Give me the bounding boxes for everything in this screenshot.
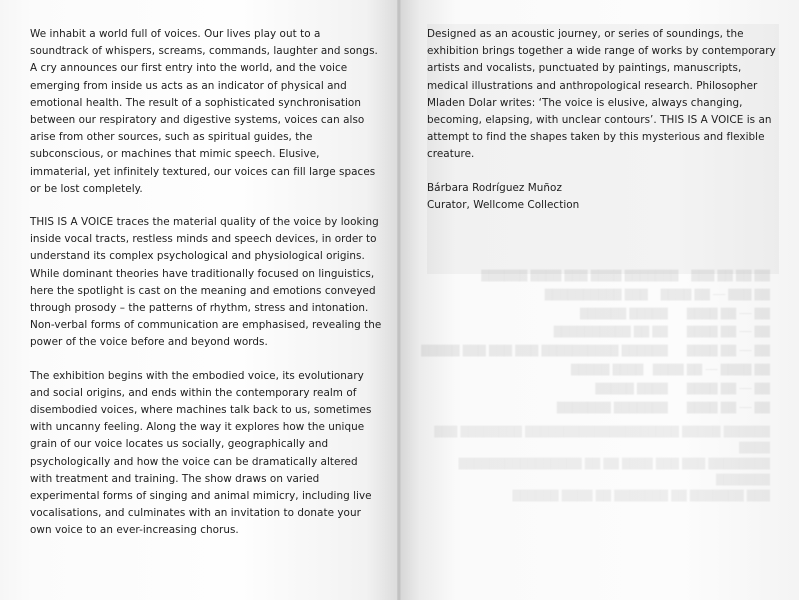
exhibition-theme-paragraph: THIS IS A VOICE traces the material quality of the voice by looking inside vocal tracts, restless minds and speech devices, in order to understand its complex psychological and physiological origins. While dominant theories have traditionally focused on linguistics, here the spotlight is cast on the meaning and emotions conveyed through prosody – the patterns of rhythm, stress and intonation. Non-verbal forms of communication are emphasised, revealing the power of the voice before and beyond words. bbox=[30, 216, 382, 349]
exhibition-journey-paragraph: The exhibition begins with the embodied voice, its evolutionary and social origins, and ends within the contemporary realm of disembodied voices, where machines talk back to us, sometimes with uncanny feeling. Along the way it explores how the unique grain of our voice locates us socially, geographically and psychologically and how the voice can be dramatically altered with treatment and training. The show draws on varied experimental forms of singing and animal mimicry, including live vocalisations, and culminates with an invitation to donate your own voice to an ever-increasing chorus. bbox=[30, 369, 372, 537]
curator-title: Curator, Wellcome Collection bbox=[427, 198, 580, 211]
page-gutter bbox=[397, 0, 401, 600]
acoustic-journey-paragraph: Designed as an acoustic journey, or series of soundings, the exhibition brings together a wide range of works by contemporary artists and vocalists, punctuated by paintings, manuscripts, medical illustrations and anthropological research. Philosopher Mladen Dolar writes: ‘The voice is elusive, always changing, becoming, elapsing, with unclear contours’. THIS IS A VOICE is an attempt to find the shapes taken by this mysterious and flexible creature. bbox=[427, 28, 776, 161]
intro-paragraph: We inhabit a world full of voices. Our lives play out to a soundtrack of whispers, screams, commands, laughter and songs. A cry announces our first entry into the world, and the voice emerging from inside us acts as an indicator of physical and emotional health. The result of a sophisticated synchronisation between our respiratory and digestive systems, voices can also arise from other sources, such as spiritual guides, the subconscious, or machines that mimic speech. Elusive, immaterial, yet infinitely textured, our voices can fill large spaces or be lost completely. bbox=[30, 28, 378, 195]
left-page-text bbox=[30, 26, 382, 556]
curator-name: Bárbara Rodríguez Muñoz bbox=[427, 181, 562, 194]
show-through-footer: ██████ █████ ████████████████████ ████████ ███ ████ ████████ ███ ███ ████ ██ ██ ████████████████ ███████ ███ ███████ ██ ███████ ██ ████ ██████ bbox=[434, 427, 770, 502]
show-through-schedule: ██ ██ ██ ███ ███████ ████ ███ ████ ██████ ██ ███ ── ██ ████ ███ ██████████ ██ ── ██ ████ █████ ██████ ██ ── ██ ████ ██ ██ ██████████ ██ ── ██ ████ ██████ ██████████ ███ ███ ███ █████ ██ ████ ── ██ ████ ████ █████ ██ ── ██ ████ ████ █████ ██ ── ██ ████ ███████ ███████ bbox=[421, 271, 770, 414]
curator-signature bbox=[427, 180, 779, 214]
right-page-text bbox=[427, 26, 779, 214]
